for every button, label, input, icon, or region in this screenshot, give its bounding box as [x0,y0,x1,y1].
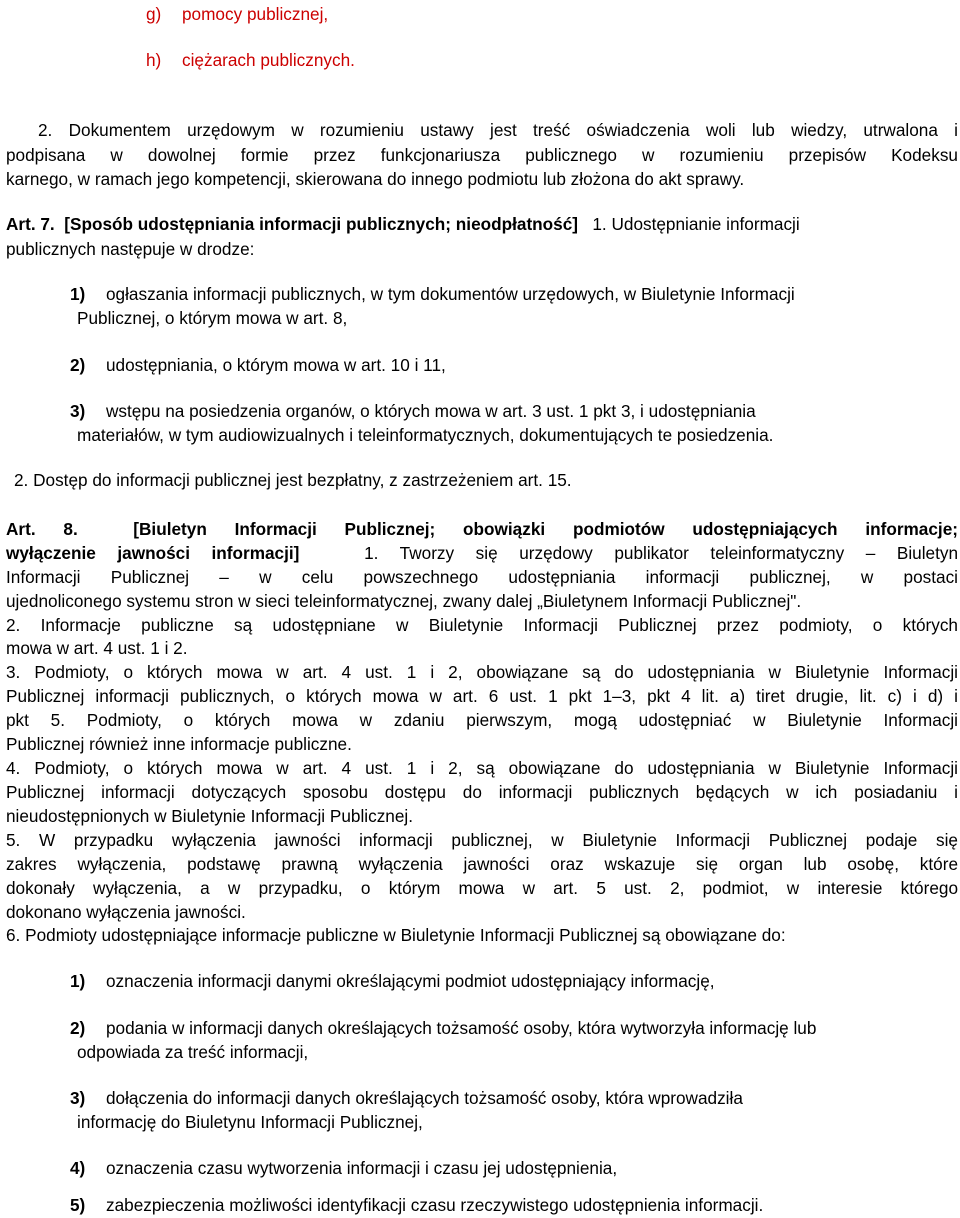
art8-heading: Art. 8. [6,519,78,539]
paragraph-line: Publicznej informacji dotyczących sposobu dostępu do informacji publicznych będących w ich posiadaniu i [6,782,958,802]
art7-item-3 [70,401,950,421]
art8-title: [Biuletyn Informacji Publicznej; obowiązki podmiotów udostępniających informacje; [133,519,958,539]
list-text: ciężarach publicznych. [182,50,355,70]
paragraph-line: 6. Podmioty udostępniające informacje publiczne w Biuletynie Informacji Publicznej są obowiązane do: [6,925,786,945]
item-label: 5) [70,1195,86,1215]
art7-heading-line [6,214,958,234]
item-label: 4) [70,1158,86,1178]
art8-item-4 [70,1158,950,1178]
item-text: zabezpieczenia możliwości identyfikacji czasu rzeczywistego udostępnienia informacji. [106,1195,764,1215]
item-text: dołączenia do informacji danych określających tożsamość osoby, która wprowadziła [106,1088,743,1108]
item-label: 1) [70,284,86,304]
list-item-g [146,4,646,24]
paragraph-line: Informacji Publicznej – w celu powszechnego udostępniania informacji publicznej, w postaci [6,567,958,587]
item-text: ogłaszania informacji publicznych, w tym dokumentów urzędowych, w Biuletynie Informacji [106,284,795,304]
art7-item-2 [70,355,950,375]
paragraph-line: 4. Podmioty, o których mowa w art. 4 ust. 1 i 2, są obowiązane do udostępniania w Biuletynie Informacji [6,758,958,778]
art7-intro-line: publicznych następuje w drodze: [6,239,255,259]
art7-title: [Sposób udostępniania informacji publicznych; nieodpłatność] [64,214,579,234]
item-text: wstępu na posiedzenia organów, o których mowa w art. 3 ust. 1 pkt 3, i udostępniania [106,401,756,421]
item-label: 2) [70,355,86,375]
paragraph-line: 2. Dokumentem urzędowym w rozumieniu ustawy jest treść oświadczenia woli lub wiedzy, utrwalona i [38,120,958,140]
paragraph-line: karnego, w ramach jego kompetencji, skierowana do innego podmiotu lub złożona do akt sprawy. [6,169,745,189]
item-text: oznaczenia czasu wytworzenia informacji i czasu jej udostępnienia, [106,1158,618,1178]
list-label: h) [146,50,162,70]
art8-item-3-cont: informację do Biuletynu Informacji Publicznej, [77,1112,423,1132]
art8-item-2 [70,1018,955,1038]
item-label: 3) [70,401,86,421]
art8-item-1 [70,971,950,991]
art7-item-3-cont: materiałów, w tym audiowizualnych i teleinformatycznych, dokumentujących te posiedzenia. [77,425,774,445]
paragraph-line: 2. Informacje publiczne są udostępniane w Biuletynie Informacji Publicznej przez podmioty, o których [6,615,958,635]
paragraph-line: nieudostępnionych w Biuletynie Informacji Publicznej. [6,806,413,826]
art8-heading-line [6,519,958,539]
paragraph-line: Publicznej informacji publicznych, o których mowa w art. 6 ust. 1 pkt 1–3, pkt 4 lit. a) tiret drugie, lit. c) i d) i [6,686,958,706]
art7-item-1 [70,284,950,304]
item-text: oznaczenia informacji danymi określającymi podmiot udostępniający informację, [106,971,715,991]
paragraph-line: podpisana w dowolnej formie przez funkcjonariusza publicznego w rozumieniu przepisów Kodeksu [6,145,958,165]
list-label: g) [146,4,162,24]
art8-item-5 [70,1195,955,1215]
art8-title-line2 [6,543,958,563]
art8-title-cont: wyłączenie jawności informacji] [6,543,300,563]
art8-item-2-cont: odpowiada za treść informacji, [77,1042,309,1062]
item-text: udostępniania, o którym mowa w art. 10 i 11, [106,355,446,375]
paragraph-line: ujednoliconego systemu stron w sieci teleinformatycznej, zwany dalej „Biuletynem Informacji Publicznej". [6,591,802,611]
item-label: 3) [70,1088,86,1108]
paragraph-line: dokonano wyłączenia jawności. [6,902,246,922]
art7-p2: 2. Dostęp do informacji publicznej jest bezpłatny, z zastrzeżeniem art. 15. [14,470,572,490]
list-text: pomocy publicznej, [182,4,329,24]
item-label: 2) [70,1018,86,1038]
art7-intro: 1. Udostępnianie informacji [592,214,800,234]
paragraph-line: dokonały wyłączenia, a w przypadku, o którym mowa w art. 5 ust. 2, podmiot, w interesie którego [6,878,958,898]
paragraph-line: 5. W przypadku wyłączenia jawności informacji publicznej, w Biuletynie Informacji Publicznej podaje się [6,830,958,850]
item-text: podania w informacji danych określających tożsamość osoby, która wytworzyła informację lub [106,1018,817,1038]
art7-heading: Art. 7. [6,214,55,234]
art8-p1: 1. Tworzy się urzędowy publikator teleinformatyczny – Biuletyn [364,543,958,563]
item-label: 1) [70,971,86,991]
list-item-h [146,50,646,70]
paragraph-line: zakres wyłączenia, podstawę prawną wyłączenia jawności oraz wskazuje się organ lub osobę, które [6,854,958,874]
paragraph-line: pkt 5. Podmioty, o których mowa w zdaniu pierwszym, mogą udostępniać w Biuletynie Informacji [6,710,958,730]
paragraph-line: Publicznej również inne informacje publiczne. [6,734,352,754]
paragraph-line: 3. Podmioty, o których mowa w art. 4 ust. 1 i 2, obowiązane są do udostępniania w Biuletynie Informacji [6,662,958,682]
art7-item-1-cont: Publicznej, o którym mowa w art. 8, [77,308,348,328]
paragraph-line: mowa w art. 4 ust. 1 i 2. [6,638,188,658]
art8-item-3 [70,1088,950,1108]
